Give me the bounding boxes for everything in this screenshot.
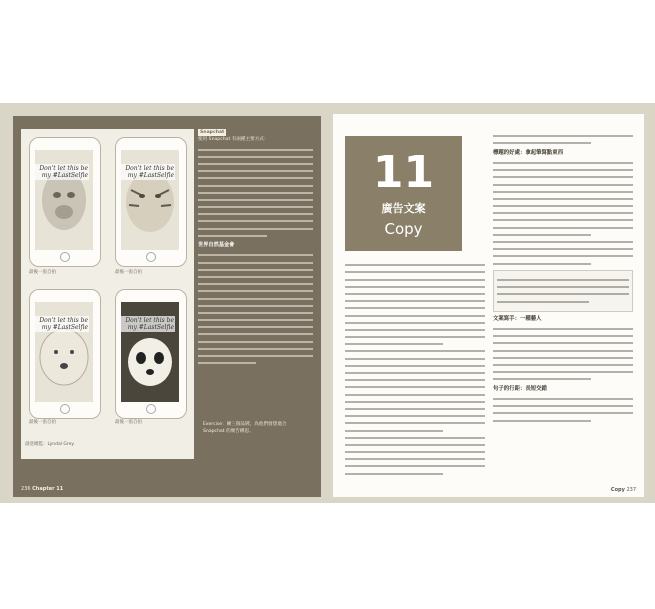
- phone-mockup-gorilla: [29, 137, 101, 267]
- section-heading: 世界自然基金會: [198, 242, 235, 249]
- phone-screen: [35, 302, 93, 402]
- home-button: [60, 252, 70, 262]
- phone-mockup-panda: [115, 289, 187, 419]
- chapter-title-box: [345, 136, 462, 251]
- right-page: [333, 114, 644, 497]
- hashtag-note: Don't let this be my #LastSelfie: [35, 164, 89, 180]
- home-button: [60, 404, 70, 414]
- phone-caption: 最後一張自拍: [115, 270, 142, 275]
- phone-mockup-tiger: [115, 137, 187, 267]
- chapter-title-english: Copy: [384, 220, 423, 238]
- page-number: 237: [626, 487, 636, 493]
- chapter-label: Chapter 11: [32, 486, 64, 492]
- hashtag-note: Don't let this be my #LastSelfie: [121, 316, 175, 332]
- exercise-text: Exercise：練三個品牌，為他們發想適合 Snapchat 的廣告構思。: [203, 422, 287, 435]
- quote-box: [493, 270, 633, 312]
- home-button: [146, 252, 156, 262]
- phone-screen: [121, 150, 179, 250]
- paragraph-block: [198, 149, 313, 237]
- left-page: [13, 116, 321, 497]
- right-folio: [611, 487, 636, 493]
- phone-caption: 最後一張自拍: [115, 420, 142, 425]
- phone-illustrations-panel: [21, 129, 194, 459]
- section-tag: Snapchat: [200, 130, 225, 135]
- body-column-left: [345, 259, 485, 480]
- left-body-text: [198, 129, 313, 469]
- section-heading: 句子的行距：長短交錯: [493, 385, 547, 392]
- credits-footer: 創意總監：Lyndal Grey: [25, 442, 75, 447]
- chapter-number: 11: [372, 147, 435, 198]
- hashtag-note: Don't let this be my #LastSelfie: [35, 316, 89, 332]
- phone-mockup-polar-bear: [29, 289, 101, 419]
- page-number: 236: [21, 486, 31, 492]
- home-button: [146, 404, 156, 414]
- chapter-label: Copy: [610, 487, 625, 493]
- section-heading: 標題的好處：拿起筆寫點東西: [493, 149, 564, 156]
- paragraph-block: [198, 254, 313, 364]
- phone-caption: 最後一張自拍: [29, 420, 56, 425]
- intro-line: 使用 Snapchat 有兩種主要方式：: [198, 137, 269, 143]
- phone-caption: 最後一張自拍: [29, 270, 56, 275]
- left-folio: [21, 486, 63, 492]
- hashtag-note: Don't let this be my #LastSelfie: [121, 164, 175, 180]
- phone-screen: [35, 150, 93, 250]
- chapter-title-chinese: 廣告文案: [381, 202, 426, 215]
- phone-screen: [121, 302, 179, 402]
- section-heading: 文案寫手：一種藝人: [493, 315, 542, 322]
- body-column-right: [493, 130, 633, 427]
- book-spread: [0, 103, 655, 503]
